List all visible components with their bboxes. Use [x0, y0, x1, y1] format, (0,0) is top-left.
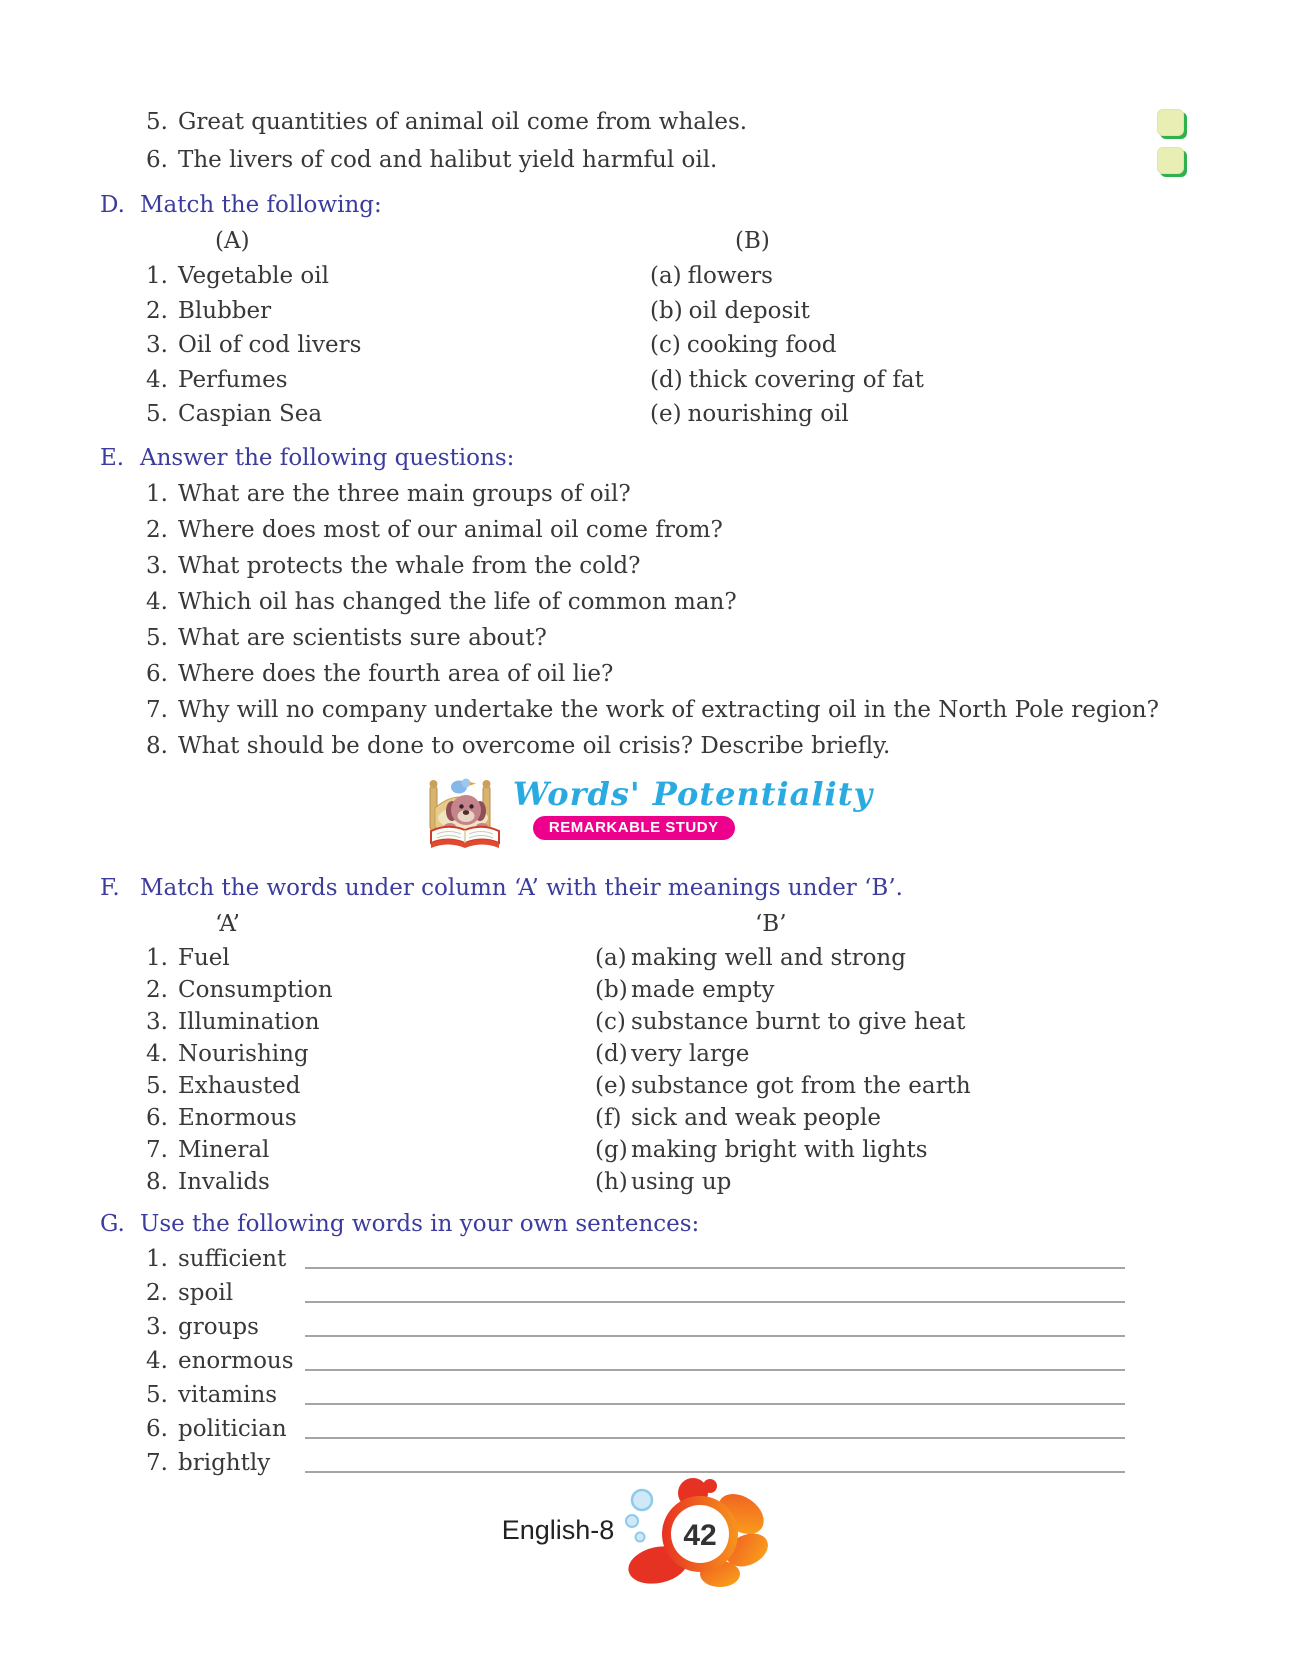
- page-footer: [0, 1472, 1284, 1590]
- item-letter: (a): [595, 944, 627, 971]
- item-text: making well and strong: [631, 944, 906, 971]
- question-item: [140, 476, 1296, 512]
- question-item: [140, 728, 1296, 764]
- match-item-b: [650, 259, 1296, 294]
- match-item-b: [595, 942, 1296, 974]
- item-text: Why will no company undertake the work of extracting oil in the North Pole region?: [178, 696, 1159, 723]
- question-list: [140, 476, 1296, 764]
- match-item-b: [595, 1134, 1296, 1166]
- item-number: 3.: [146, 1008, 168, 1035]
- item-number: 4.: [146, 1040, 168, 1067]
- section-letter: D.: [100, 192, 125, 218]
- item-number: 6.: [146, 1415, 168, 1442]
- question-item: [140, 512, 1296, 548]
- item-text: sufficient: [178, 1245, 287, 1272]
- item-number: 1.: [146, 263, 168, 289]
- answer-line[interactable]: [305, 1267, 1125, 1269]
- item-letter: (f): [595, 1104, 622, 1131]
- item-number: 3.: [146, 1313, 168, 1340]
- mascot-dog-book-icon: [423, 774, 507, 854]
- banner-script-title: Words' Potentiality: [512, 774, 874, 813]
- match-column-headers: [140, 906, 1296, 942]
- match-item-b: [595, 1038, 1296, 1070]
- match-item-b: [650, 397, 1296, 432]
- match-column-b: [650, 259, 1296, 432]
- match-item-b: [595, 974, 1296, 1006]
- item-number: 7.: [146, 1136, 168, 1163]
- match-column-b: [595, 942, 1296, 1198]
- item-number: 7.: [146, 696, 168, 723]
- item-text: sick and weak people: [631, 1104, 881, 1131]
- item-text: Perfumes: [178, 366, 288, 393]
- match-item-a: [140, 1038, 595, 1070]
- section-title: Match the words under column ‘A’ with their meanings under ‘B’.: [140, 874, 903, 901]
- match-item-b: [650, 294, 1296, 329]
- words-potentiality-banner: [0, 774, 1296, 862]
- section-letter: G.: [100, 1210, 125, 1237]
- item-number: 7.: [146, 1449, 168, 1476]
- section-f-heading: [100, 870, 1296, 906]
- item-number: 5.: [146, 1072, 168, 1099]
- item-text: Great quantities of animal oil come from whales.: [178, 109, 748, 135]
- item-text: made empty: [631, 976, 775, 1003]
- item-text: Oil of cod livers: [178, 332, 362, 358]
- section-letter: F.: [100, 874, 120, 901]
- item-text: thick covering of fat: [688, 366, 924, 393]
- item-number: 5.: [146, 1381, 168, 1408]
- item-number: 6.: [146, 147, 168, 173]
- section-d-heading: [100, 187, 1296, 223]
- book-title: English-8: [501, 1515, 615, 1545]
- item-number: 4.: [146, 588, 168, 615]
- sentence-word-row: [140, 1378, 1125, 1412]
- item-text: Nourishing: [178, 1040, 309, 1067]
- item-number: 2.: [146, 516, 168, 543]
- item-text: Vegetable oil: [178, 263, 329, 289]
- item-number: 1.: [146, 1245, 168, 1272]
- item-number: 5.: [146, 401, 168, 427]
- item-number: 1.: [146, 480, 168, 507]
- answer-line[interactable]: [305, 1301, 1125, 1303]
- item-number: 8.: [146, 732, 168, 759]
- item-text: Caspian Sea: [178, 401, 323, 427]
- item-number: 3.: [146, 552, 168, 579]
- item-number: 6.: [146, 660, 168, 687]
- item-text: Exhausted: [178, 1072, 301, 1099]
- column-b-header: ‘B’: [755, 910, 787, 937]
- section-title: Answer the following questions:: [140, 444, 515, 471]
- item-number: 3.: [146, 332, 168, 358]
- item-number: 4.: [146, 1347, 168, 1374]
- match-column-headers: [140, 223, 1296, 259]
- item-number: 2.: [146, 976, 168, 1003]
- item-number: 2.: [146, 1279, 168, 1306]
- answer-checkbox[interactable]: [1157, 109, 1184, 136]
- item-number: 2.: [146, 297, 168, 324]
- item-text: Fuel: [178, 944, 230, 971]
- item-text: groups: [178, 1313, 259, 1340]
- match-item-b: [595, 1102, 1296, 1134]
- match-item-a: [140, 397, 650, 432]
- sentence-word-row: [140, 1242, 1125, 1276]
- match-item-b: [650, 328, 1296, 363]
- match-item-a: [140, 1166, 595, 1198]
- item-text: using up: [631, 1168, 732, 1195]
- item-text: spoil: [178, 1279, 234, 1306]
- item-letter: (b): [595, 976, 628, 1003]
- item-text: Mineral: [178, 1136, 270, 1163]
- true-false-items: [140, 103, 1296, 179]
- match-item-a: [140, 1070, 595, 1102]
- item-letter: (c): [595, 1008, 626, 1035]
- match-column-a: [140, 942, 595, 1198]
- item-number: 4.: [146, 366, 168, 393]
- match-table-d: [140, 259, 1296, 432]
- answer-checkbox[interactable]: [1157, 147, 1184, 174]
- match-item-b: [595, 1006, 1296, 1038]
- item-text: What are scientists sure about?: [178, 624, 547, 651]
- item-number: 1.: [146, 944, 168, 971]
- item-text: enormous: [178, 1347, 294, 1374]
- question-item: [140, 620, 1296, 656]
- page-number-splash-icon: [620, 1472, 770, 1590]
- item-text: The livers of cod and halibut yield harmful oil.: [178, 147, 718, 173]
- section-g-heading: [100, 1206, 1296, 1242]
- match-item-a: [140, 1006, 595, 1038]
- match-item-a: [140, 259, 650, 294]
- item-text: Consumption: [178, 976, 333, 1003]
- item-text: very large: [631, 1040, 750, 1067]
- item-number: 5.: [146, 109, 168, 135]
- page-number: 42: [683, 1518, 717, 1552]
- item-text: Where does the fourth area of oil lie?: [178, 660, 614, 687]
- answer-line[interactable]: [305, 1369, 1125, 1371]
- item-text: flowers: [687, 263, 773, 289]
- match-item-a: [140, 1134, 595, 1166]
- item-text: Invalids: [178, 1168, 270, 1195]
- item-text: What protects the whale from the cold?: [178, 552, 641, 579]
- item-letter: (c): [650, 332, 681, 358]
- section-title: Match the following:: [140, 192, 382, 218]
- column-a-header: (A): [215, 228, 250, 254]
- item-text: cooking food: [686, 332, 837, 358]
- item-text: substance got from the earth: [631, 1072, 971, 1099]
- item-text: Blubber: [178, 297, 272, 324]
- match-item-a: [140, 328, 650, 363]
- match-item-a: [140, 1102, 595, 1134]
- column-b-header: (B): [735, 228, 770, 254]
- item-number: 6.: [146, 1104, 168, 1131]
- item-text: making bright with lights: [631, 1136, 928, 1163]
- list-item: [140, 141, 1296, 179]
- section-title: Use the following words in your own sentences:: [140, 1210, 700, 1237]
- item-letter: (g): [595, 1136, 628, 1163]
- item-text: Where does most of our animal oil come from?: [178, 516, 723, 543]
- list-item: [140, 103, 1296, 141]
- match-column-a: [140, 259, 650, 432]
- item-number: 8.: [146, 1168, 168, 1195]
- match-table-f: [140, 942, 1296, 1198]
- section-letter: E.: [100, 444, 125, 471]
- answer-line[interactable]: [305, 1403, 1125, 1405]
- match-item-b: [595, 1070, 1296, 1102]
- question-item: [140, 692, 1296, 728]
- question-item: [140, 548, 1296, 584]
- section-e-heading: [100, 440, 1296, 476]
- answer-line[interactable]: [305, 1335, 1125, 1337]
- item-text: Which oil has changed the life of common man?: [178, 588, 737, 615]
- column-a-header: ‘A’: [215, 910, 240, 937]
- sentence-word-list: [140, 1242, 1125, 1480]
- match-item-a: [140, 294, 650, 329]
- question-item: [140, 656, 1296, 692]
- question-item: [140, 584, 1296, 620]
- item-number: 5.: [146, 624, 168, 651]
- item-text: Illumination: [178, 1008, 320, 1035]
- item-letter: (d): [650, 366, 683, 393]
- banner-badge: REMARKABLE STUDY: [533, 816, 735, 840]
- match-item-b: [595, 1166, 1296, 1198]
- item-letter: (b): [650, 297, 683, 324]
- item-text: politician: [178, 1415, 287, 1442]
- item-text: What are the three main groups of oil?: [178, 480, 631, 507]
- match-item-a: [140, 974, 595, 1006]
- item-text: brightly: [178, 1449, 271, 1476]
- item-letter: (a): [650, 263, 682, 289]
- item-text: What should be done to overcome oil crisis? Describe briefly.: [178, 732, 891, 759]
- item-text: vitamins: [178, 1381, 278, 1408]
- item-text: substance burnt to give heat: [631, 1008, 966, 1035]
- item-text: nourishing oil: [687, 401, 849, 427]
- item-letter: (e): [595, 1072, 627, 1099]
- item-letter: (d): [595, 1040, 628, 1067]
- sentence-word-row: [140, 1344, 1125, 1378]
- item-text: oil deposit: [688, 297, 810, 324]
- answer-line[interactable]: [305, 1437, 1125, 1439]
- sentence-word-row: [140, 1276, 1125, 1310]
- item-letter: (h): [595, 1168, 628, 1195]
- match-item-a: [140, 363, 650, 398]
- sentence-word-row: [140, 1310, 1125, 1344]
- item-letter: (e): [650, 401, 682, 427]
- item-text: Enormous: [178, 1104, 297, 1131]
- match-item-b: [650, 363, 1296, 398]
- match-item-a: [140, 942, 595, 974]
- sentence-word-row: [140, 1412, 1125, 1446]
